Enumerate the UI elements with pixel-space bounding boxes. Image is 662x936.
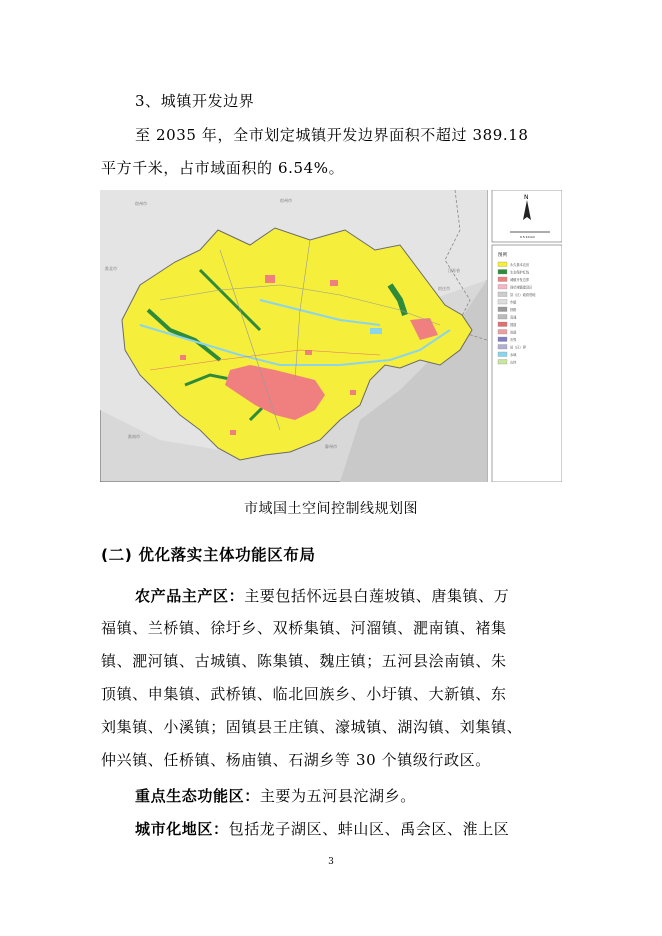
legend-label: 城镇开发边界 — [510, 277, 530, 282]
legend-label: 现状城镇建设区 — [510, 285, 533, 290]
p1-text-1: 主要包括怀远县白莲坡镇、唐集镇、万 — [244, 587, 510, 605]
p1-line-5: 刘集镇、小溪镇；固镇县王庄镇、濠城镇、湖沟镇、刘集镇、 — [101, 718, 523, 736]
land-use-control-map — [100, 190, 562, 482]
p1-line-2: 福镇、兰桥镇、徐圩乡、双桥集镇、河溜镇、淝南镇、褚集 — [101, 619, 507, 637]
legend-label: 县（区）界 — [510, 345, 526, 350]
legend-swatch — [498, 345, 507, 350]
figure-caption: 市域国土空间控制线规划图 — [244, 501, 418, 517]
legend-swatch — [498, 315, 507, 320]
legend-title: 图例 — [498, 253, 507, 258]
legend-label: 山体 — [510, 360, 517, 365]
legend-swatch — [498, 307, 507, 312]
map-label: 宿州市 — [280, 198, 292, 203]
page-number: 3 — [328, 857, 334, 867]
legend-label: 乡镇 — [510, 300, 517, 305]
p3-text: 包括龙子湖区、蚌山区、禹会区、淮上区 — [228, 820, 510, 838]
paragraph-line-1: 至 2035 年，全市划定城镇开发边界面积不超过 389.18 — [135, 126, 529, 144]
p1-line-4: 顶镇、申集镇、武桥镇、临北回族乡、小圩镇、大新镇、东 — [101, 685, 507, 703]
legend-label: 国道 — [510, 322, 517, 327]
legend-swatch — [498, 330, 507, 335]
p1-line-6: 仲兴镇、任桥镇、杨庙镇、石湖乡等 30 个镇级行政区。 — [101, 751, 491, 769]
subsection-heading: (二) 优化落实主体功能区布局 — [101, 546, 316, 564]
p2-text: 主要为五河县沱湖乡。 — [259, 787, 416, 805]
legend-label: 铁路 — [510, 307, 517, 312]
legend-swatch — [498, 360, 507, 365]
legend-swatch — [498, 270, 507, 275]
north-label: N — [524, 194, 529, 201]
legend-label: 生态保护红线 — [510, 270, 530, 275]
p3-label: 城市化地区： — [135, 820, 229, 838]
map-label: 淮北市 — [105, 266, 117, 271]
section-heading: 3、城镇开发边界 — [135, 92, 255, 110]
legend-swatch — [498, 277, 507, 282]
p2-label: 重点生态功能区： — [135, 787, 260, 805]
p1-label: 农产品主产区： — [135, 587, 245, 605]
legend-label: 水域 — [510, 352, 517, 357]
legend-swatch — [498, 352, 507, 357]
p1-line-3: 镇、淝河镇、古城镇、陈集镇、魏庄镇；五河县浍南镇、朱 — [101, 652, 507, 670]
p3-line — [135, 818, 509, 840]
scale-bar: 0 5 10 km — [520, 235, 536, 239]
legend-label: 市界 — [510, 337, 517, 342]
legend-label: 永久基本农田 — [510, 262, 530, 267]
legend-swatch — [498, 337, 507, 342]
legend-swatch — [498, 300, 507, 305]
p2-line — [135, 785, 416, 807]
paragraph-line-2: 平方千米，占市域面积的 6.54%。 — [101, 159, 345, 177]
legend-swatch — [498, 285, 507, 290]
legend-label: 高速 — [510, 315, 517, 320]
map-label: 江苏省 — [448, 268, 460, 273]
map-label: 淮南市 — [128, 434, 140, 439]
legend-label: 县（区）政府驻地 — [510, 292, 536, 297]
p1-line-1 — [135, 585, 509, 607]
legend-label: 省道 — [510, 330, 517, 335]
legend-swatch — [498, 262, 507, 267]
legend-swatch — [498, 292, 507, 297]
map-label: 宿迁市 — [438, 286, 450, 291]
legend-swatch — [498, 322, 507, 327]
map-label: 滁州市 — [325, 444, 337, 449]
map-label: 宿州市 — [135, 201, 147, 206]
